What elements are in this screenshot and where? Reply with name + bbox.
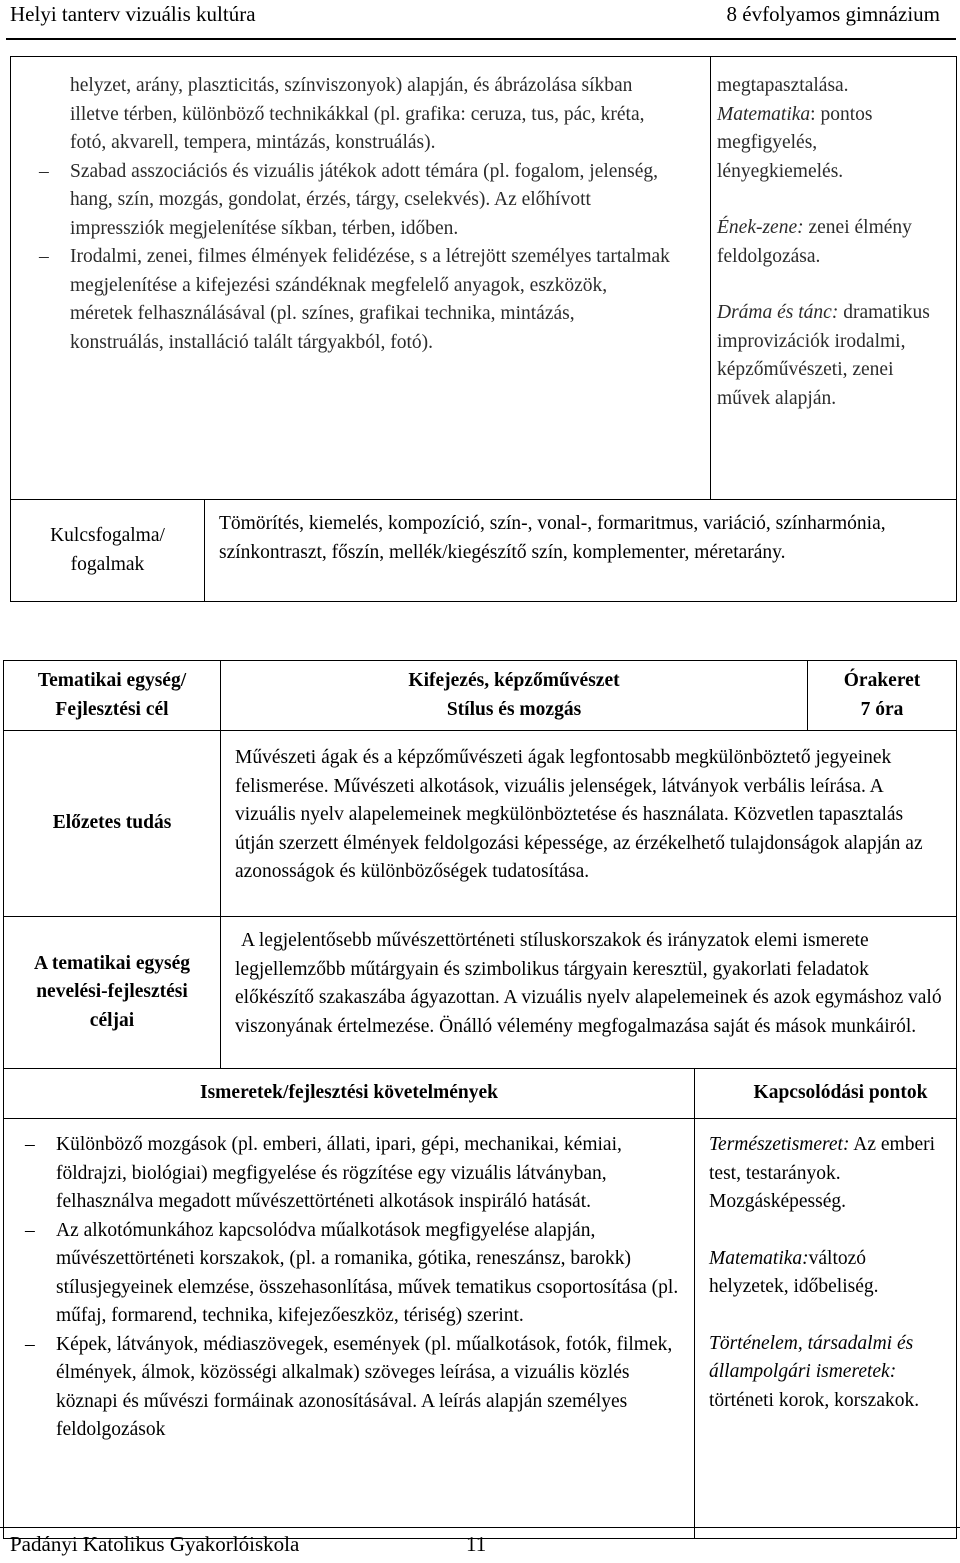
header-rule: [6, 38, 956, 40]
requirement-item: – Képek, látványok, médiaszövegek, események (pl. műalkotások, fotók, filmek, élmények, álmok, közösségi alkalmak) szöveges leírása, a vizuális közlés köznapi és művészi formáinak azonosításával. A leírás alapján személyes feldolgozások: [20, 1331, 684, 1445]
connection-history: [709, 1330, 944, 1416]
requirements-list: [34, 158, 670, 358]
hours-value: 7 óra: [860, 698, 904, 720]
requirements-list: [20, 1131, 684, 1445]
connection-text: változó helyzetek, időbeliség.: [709, 1247, 879, 1297]
hours-cell: [808, 661, 957, 731]
header-right: 8 évfolyamos gimnázium: [726, 2, 940, 26]
header-left: Helyi tanterv vizuális kultúra: [10, 2, 256, 26]
goals-label: A tematikai egység nevelési-fejlesztési céljai: [4, 917, 221, 1069]
requirements-cell: [11, 57, 711, 500]
connection-text: dramatikus improvizációk irodalmi, képzőművészeti, zenei művek alapján.: [717, 302, 930, 409]
connection-subject: Természetismeret:: [709, 1134, 850, 1155]
prior-knowledge-text: Művészeti ágak és a képzőművészeti ágak legfontosabb megkülönböztető jegyeinek felismerése. Művészeti alkotások, vizuális jelenségek, látványok verbális leírása. A vizuális nyelv alapelemeinek megkülönböztetése és használata. Közvetlen tapasztalás útján szerzett élmények feldolgozási képessége, az érzékelhető tulajdonságok alapján az azonosságok és különbözőségek tudatosítása.: [221, 731, 957, 917]
footer-rule: [0, 1527, 960, 1528]
connections-header: Kapcsolódási pontok: [695, 1069, 957, 1119]
connection-math: [709, 1245, 944, 1302]
requirements-body: [4, 1119, 695, 1539]
connection-science: [709, 1131, 944, 1217]
connection-subject: Történelem, társadalmi és állampolgári ismeretek:: [709, 1332, 914, 1382]
requirement-item: – Irodalmi, zenei, filmes élmények felidézése, s a létrejött személyes tartalmak megjelenítése a kifejezési szándéknak megfelelő anyagok, eszközök, méretek felhasználásával (pl. színes, grafikai technika, mintázás, konstruálás, installáció talált tárgyakból, fotó).: [34, 243, 670, 357]
footer-school: Padányi Katolikus Gyakorlóiskola: [10, 1532, 300, 1556]
requirement-item: – Szabad asszociációs és vizuális játékok adott témára (pl. fogalom, jelenség, hang, szín, mozgás, gondolat, érzés, tárgy, cselekvés). Az előhívott impressziók megjelenítése síkban, térben, időben.: [34, 158, 670, 244]
unit-title: Kifejezés, képzőművészet Stílus és mozgás: [221, 661, 808, 731]
unit-table: [3, 660, 957, 1539]
key-concepts-text: Tömörítés, kiemelés, kompozíció, szín-, vonal-, formaritmus, variáció, színharmónia, színkontraszt, főszín, mellék/kiegészítő szín, komplementer, méretarány.: [205, 500, 957, 602]
connection-math: Matematika: pontos megfigyelés, lényegkiemelés.: [717, 103, 873, 182]
connection-drama: [717, 299, 948, 413]
connection-subject: Dráma és tánc:: [717, 302, 839, 323]
connections-body: [695, 1119, 957, 1539]
continuation-table: [10, 56, 957, 602]
requirement-item: – Különböző mozgások (pl. emberi, állati, ipari, gépi, mechanikai, kémiai, földrajzi, biológiai) megfigyelése és rögzítése egy vizuális látványban, felhasználva megadott művészettörténeti alkotások inspiráló hatását.: [20, 1131, 684, 1217]
page-number: 11: [466, 1532, 487, 1556]
unit-label: Tematikai egység/ Fejlesztési cél: [4, 661, 221, 731]
key-concepts-label: Kulcsfogalma/ fogalmak: [11, 500, 205, 602]
connection-subject: Ének-zene:: [717, 217, 804, 238]
prior-knowledge-label: Előzetes tudás: [4, 731, 221, 917]
goals-text: A legjelentősebb művészettörténeti stíluskorszakok és irányzatok elemi ismerete legjellemzőbb műtárgyain és szimbolikus tárgyain keresztül, gyakorlati feladatok előkészítő szakaszába ágyazottan. A vizuális nyelv alapelemeinek és azok egymáshoz való viszonyának értelmezése. Önálló vélemény megfogalmazása saját és mások munkáiról.: [221, 917, 957, 1069]
hours-label: Órakeret: [843, 670, 921, 691]
requirements-header: Ismeretek/fejlesztési követelmények: [4, 1069, 695, 1119]
requirement-continuation: helyzet, arány, plaszticitás, színviszonyok) alapján, és ábrázolása síkban illetve térben, különböző technikákkal (pl. grafika: ceruza, tus, pác, kréta, fotó, akvarell, tempera, mintázás, konstruálás).: [70, 75, 645, 153]
connection-text: Az emberi test, testarányok. Mozgásképesség.: [709, 1134, 936, 1212]
connection-text: pontos megfigyelés, lényegkiemelés.: [717, 103, 873, 182]
connection-text: történeti korok, korszakok.: [709, 1389, 920, 1411]
connection-text: zenei élmény feldolgozása.: [717, 217, 912, 267]
connection-subject: Matematika:: [709, 1247, 809, 1269]
connection-continuation: megtapasztalása.: [717, 75, 849, 96]
requirement-item: – Az alkotómunkához kapcsolódva műalkotások megfigyelése alapján, művészettörténeti korszakok, (pl. a romanika, gótika, reneszánsz, barokk) stílusjegyeinek elemzése, összehasonlítása, művek tematikus csoportosítása (pl. műfaj, formarend, technika, kifejezőeszköz, tériség) szerint.: [20, 1217, 684, 1331]
connections-cell: [711, 57, 957, 500]
connection-subject: Matematika: [717, 103, 811, 125]
connection-music: [717, 214, 948, 271]
